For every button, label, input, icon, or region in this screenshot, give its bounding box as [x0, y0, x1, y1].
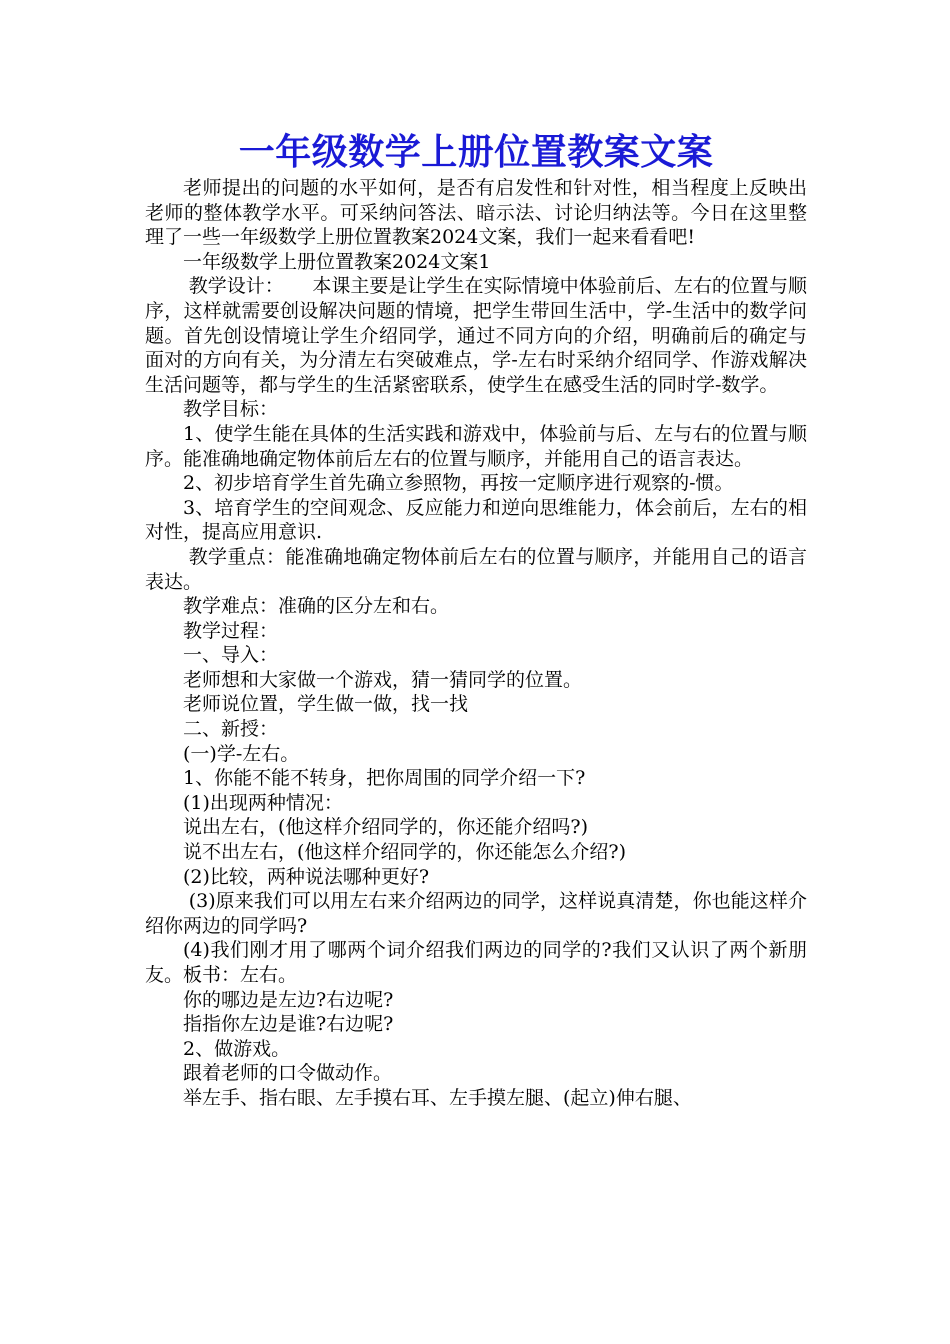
paragraph-new-lesson: 二、新授：	[183, 718, 279, 741]
paragraph-game-intro: 老师想和大家做一个游戏，猜一猜同学的位置。	[183, 668, 583, 691]
paragraph-goal-1: 1、使学生能在具体的生活实践和游戏中，体验前与后、左与右的位置与顺序。能准确地确定物体前后左右的位置与顺序，并能用自己的语言表达。	[145, 422, 807, 470]
paragraph-use-left-right: (3)原来我们可以用左右来介绍两边的同学，这样说真清楚，你也能这样介绍你两边的同学吗?	[145, 890, 807, 937]
paragraph-section-heading: 一年级数学上册位置教案2024文案1	[183, 250, 491, 273]
document-title: 一年级数学上册位置教案文案	[238, 131, 714, 173]
paragraph-difficulty: 教学难点：准确的区分左和右。	[183, 595, 450, 618]
paragraph-key-point: 教学重点：能准确地确定物体前后左右的位置与顺序，并能用自己的语言表达。	[145, 545, 807, 593]
paragraph-goal-2: 2、初步培育学生首先确立参照物，再按一定顺序进行观察的-惯。	[183, 472, 734, 495]
paragraph-cannot-say: 说不出左右，(他这样介绍同学的，你还能怎么介绍?)	[183, 841, 627, 864]
paragraph-which-side: 你的哪边是左边?右边呢?	[183, 988, 394, 1011]
paragraph-goal-3: 3、培育学生的空间观念、反应能力和逆向思维能力，体会前后，左右的相对性，提高应用意识.	[145, 496, 807, 544]
paragraph-compare: (2)比较，两种说法哪种更好?	[183, 865, 430, 888]
paragraph-play-game: 2、做游戏。	[183, 1037, 291, 1060]
paragraph-intro-step: 一、导入：	[183, 644, 279, 667]
paragraph-goals-heading: 教学目标：	[183, 398, 279, 421]
paragraph-intro: 老师提出的问题的水平如何，是否有启发性和针对性，相当程度上反映出老师的整体教学水平。可采纳问答法、暗示法、讨论归纳法等。今日在这里整理了一些一年级数学上册位置教案2024文案，我们一起来看看吧!	[145, 177, 807, 249]
paragraph-learn-left-right: (一)学-左右。	[183, 742, 300, 765]
paragraph-question-1: 1、你能不能不转身，把你周围的同学介绍一下?	[183, 767, 586, 790]
paragraph-say-position: 老师说位置，学生做一做，找一找	[183, 693, 469, 716]
paragraph-two-situations: (1)出现两种情况：	[183, 791, 343, 814]
paragraph-two-words: (4)我们刚才用了哪两个词介绍我们两边的同学的?我们又认识了两个新朋友。板书：左右。	[145, 939, 807, 986]
document-page	[145, 128, 807, 1111]
paragraph-actions: 举左手、指右眼、左手摸右耳、左手摸左腿、(起立)伸右腿、	[183, 1086, 692, 1109]
paragraph-follow-teacher: 跟着老师的口令做动作。	[183, 1062, 393, 1085]
paragraph-say-left-right: 说出左右，(他这样介绍同学的，你还能介绍吗?)	[183, 816, 589, 839]
paragraph-process-heading: 教学过程：	[183, 619, 279, 642]
paragraph-point-left: 指指你左边是谁?右边呢?	[183, 1013, 394, 1036]
paragraph-teaching-design: 教学设计： 本课主要是让学生在实际情境中体验前后、左右的位置与顺序，这样就需要创设解决问题的情境，把学生带回生活中，学-生活中的数学问题。首先创设情境让学生介绍同学，通过不同方向的介绍，明确前后的确定与面对的方向有关，为分清左右突破难点，学-左右时采纳介绍同学、作游戏解决生活问题等，都与学生的生活紧密联系，使学生在感受生活的同时学-数学。	[145, 275, 807, 396]
